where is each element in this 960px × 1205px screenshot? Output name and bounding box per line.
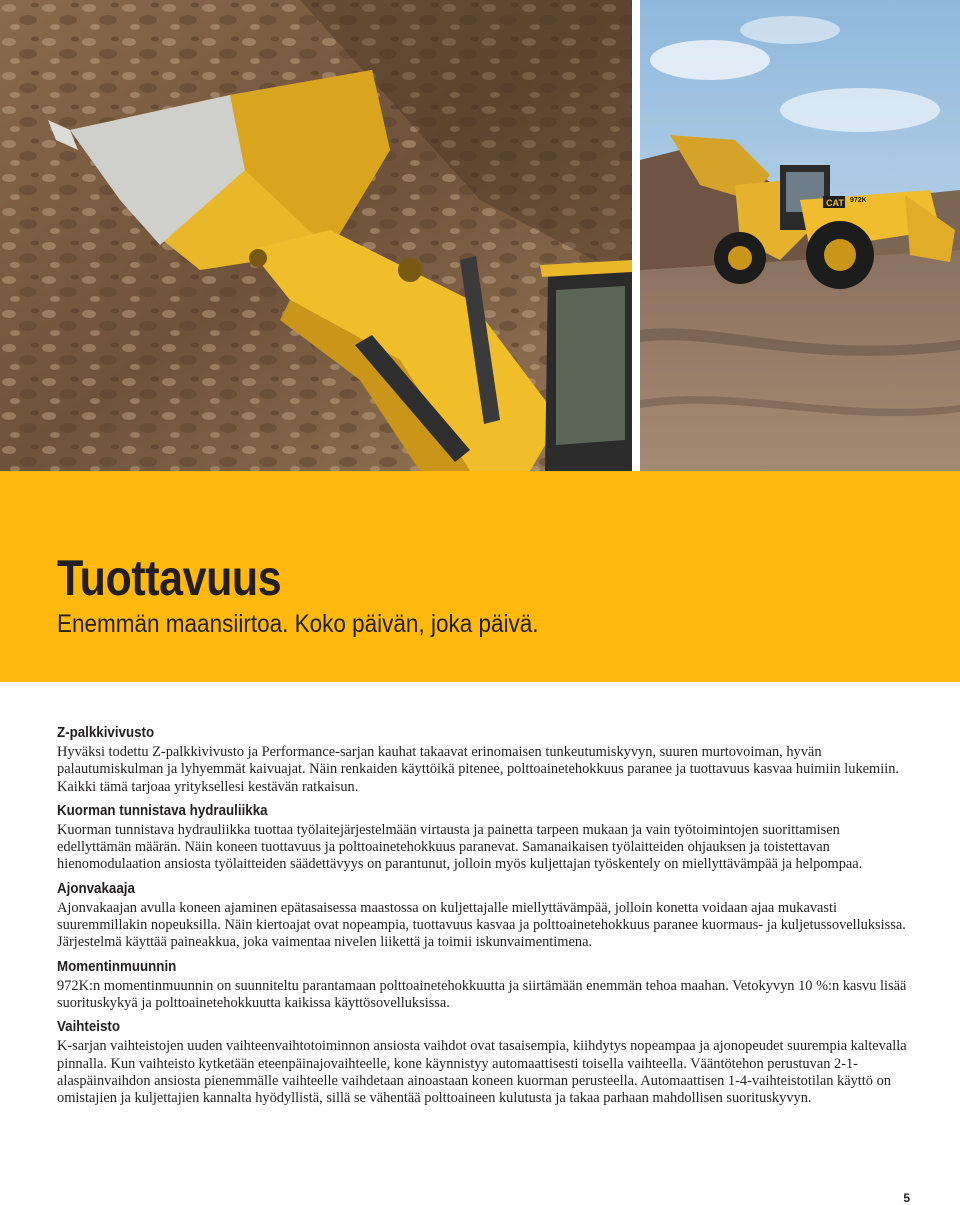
section-heading: Z-palkkivivusto <box>57 725 155 741</box>
section-heading: Ajonvakaaja <box>57 880 135 897</box>
section-load-sensing-hydraulics <box>57 802 907 874</box>
section-transmission <box>57 1018 907 1107</box>
section-z-linkage <box>57 724 907 796</box>
model-decal: 972K <box>850 197 867 204</box>
bucket-closeup-image <box>0 0 632 471</box>
page-subtitle: Enemmän maansiirtoa. Koko päivän, joka päivä. <box>57 610 539 638</box>
photo-bucket-closeup <box>0 0 632 471</box>
page-number: 5 <box>903 1191 910 1205</box>
section-text: Hyväksi todettu Z-palkkivivusto ja Performance-sarjan kauhat takaavat erinomaisen tunkeutumiskyvyn, suuren murtovoiman, hyvän palautumiskulman ja lyhyemmät kaivuajat. Näin renkaiden käyttöikä pitenee, polttoainetehokkuus paranee ja tuottavuus kasvaa huimiin lukemiin. Kaikki tämä tarjoaa yrityksellesi kestävän ratkaisun. <box>57 744 900 795</box>
section-text: Ajonvakaajan avulla koneen ajaminen epätasaisessa maastossa on kuljettajalle miellyttävämpää, jolloin konetta voidaan ajaa mukavasti suuremmillakin nopeuksilla. Näin kiertoajat ovat nopeampia, tuottavuus kasvaa ja polttoainetehokkuus paranee kuormaus- ja kuljetussovelluksissa. Järjestelmä käyttää paineakkua, joka vaimentaa nivelen liikettä ja toimii iskunvaimentimena. <box>57 899 906 951</box>
wheel-loader-image <box>640 0 960 471</box>
section-heading: Momentinmuunnin <box>57 958 177 975</box>
section-heading: Vaihteisto <box>57 1019 121 1036</box>
section-torque-converter <box>57 958 907 1013</box>
section-ride-control <box>57 880 907 952</box>
photo-wheel-loader <box>640 0 960 471</box>
section-text: 972K:n momentinmuunnin on suunniteltu parantamaan polttoainetehokkuutta ja siirtämään enemmän tehoa maahan. Vetokyvyn 10 %:n kasvu lisää suorituskykyä ja polttoainetehokkuutta kaikissa käyttösovelluksissa. <box>57 977 907 1011</box>
section-text: Kuorman tunnistava hydrauliikka tuottaa työlaitejärjestelmään virtausta ja painetta tarpeen mukaan ja vain työtoimintojen suorittamisen edellyttämän määrän. Näin koneen tuottavuus ja polttoainetehokkuus paranevat. Samanaikaisen työlaitteiden ohjauksen ja toistettavan hienomodulaation ansiosta työlaitteiden säädettävyys on parantunut, jolloin myös kuljettajan työskentely on miellyttävämpää ja helpompaa. <box>57 821 863 873</box>
section-text: K-sarjan vaihteistojen uuden vaihteenvaihtotoiminnon ansiosta vaihdot ovat tasaisempia, kiihdytys nopeampaa ja ajonopeudet suurempia kaltevalla pinnalla. Kun vaihteisto kytketään eteenpäinajovaihteelle, kone käynnistyy automaattisesti toisella vaihteella. Vääntötehon perustuvan 2-1-alaspäinvaihdon ansiosta pienemmälle vaihteelle vaihdetaan ainoastaan koneen kuorman perusteella. Automaattisen 1-4-vaihteistotilan käyttö on omistajien ja kuljettajien kannalta hyödyllistä, sillä se vähentää polttoaineen kulutusta ja takaa parhaan mahdollisen suorituskyvyn. <box>57 1038 907 1107</box>
body-content <box>57 724 907 1113</box>
page-title: Tuottavuus <box>57 550 282 606</box>
section-heading: Kuorman tunnistava hydrauliikka <box>57 802 268 819</box>
cat-logo: CAT <box>826 198 844 208</box>
